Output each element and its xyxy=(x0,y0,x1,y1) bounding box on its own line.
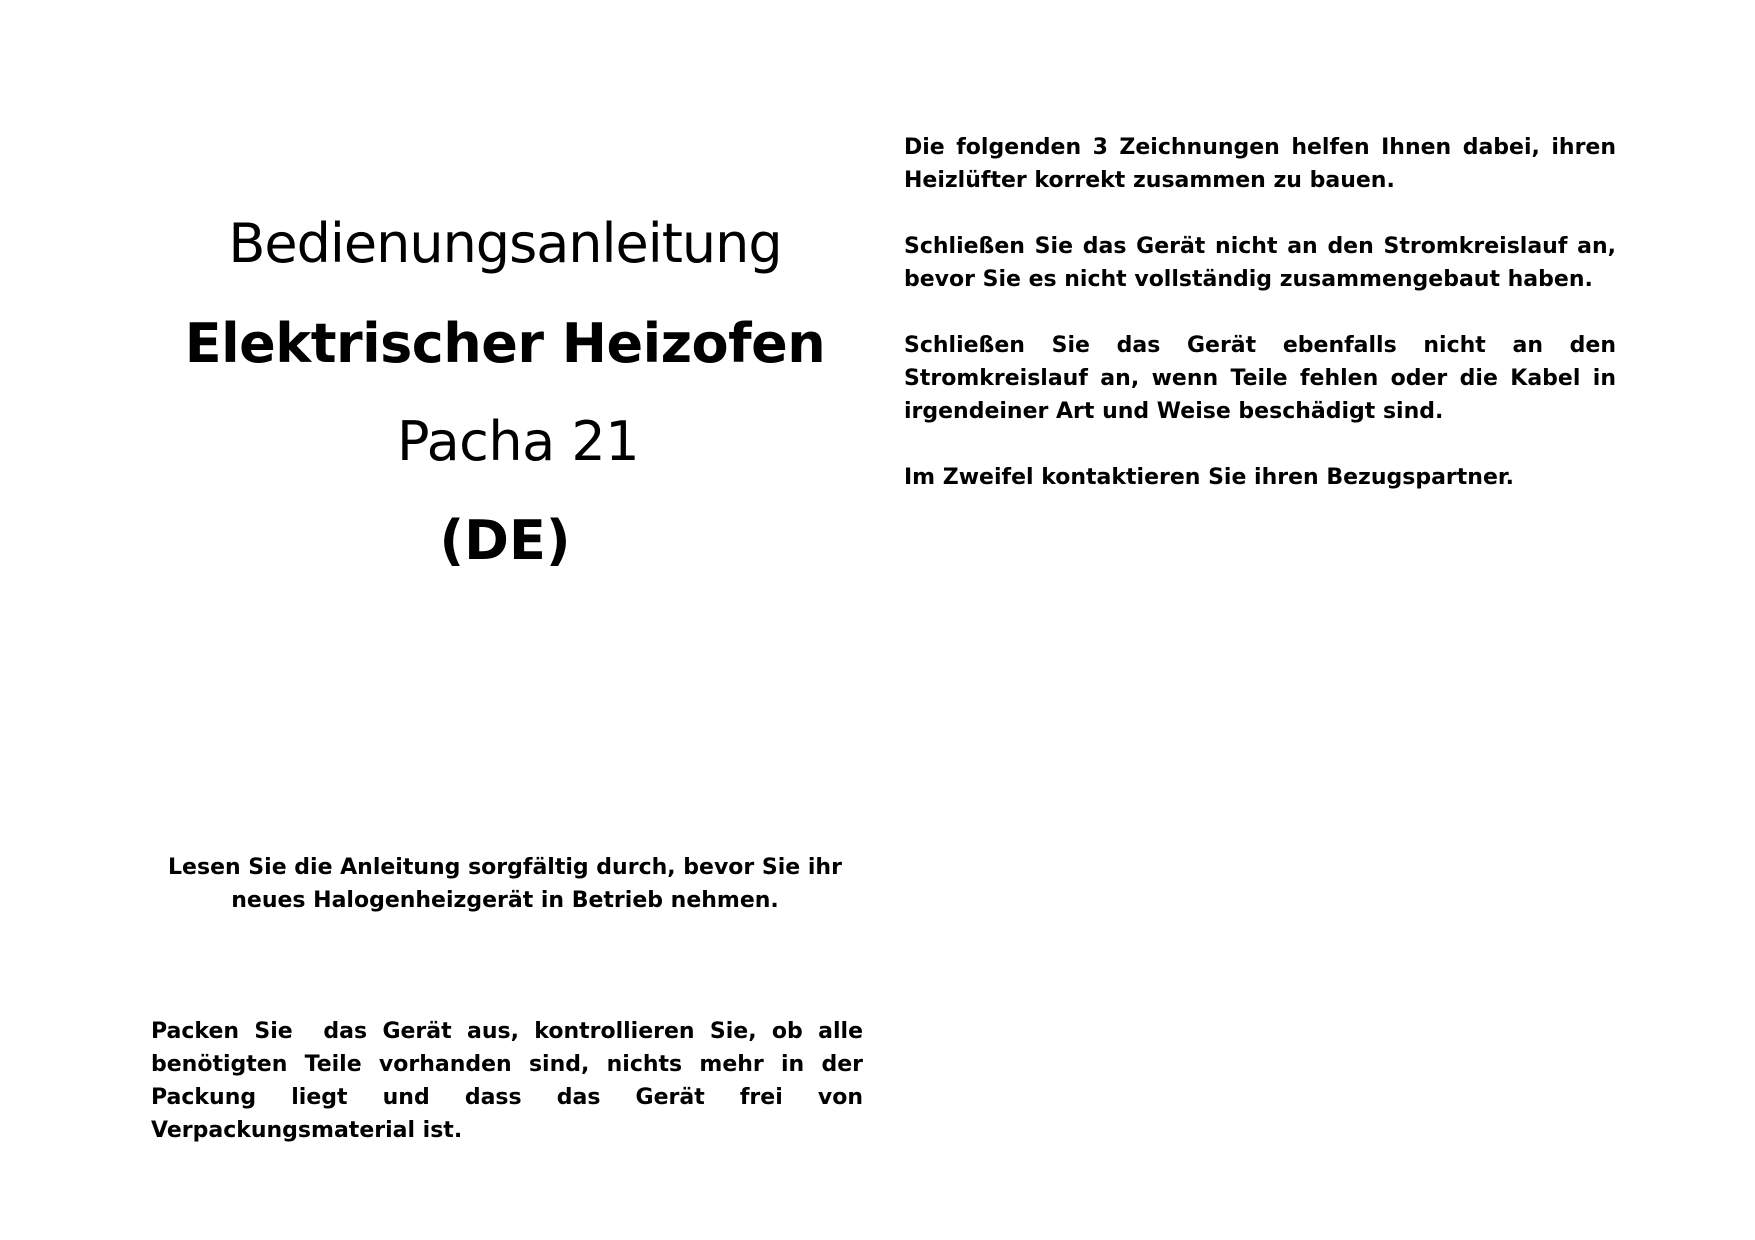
instruction-paragraph-assembly: Schließen Sie das Gerät nicht an den Stromkreislauf an, bevor Sie es nicht vollständig zusammengebaut haben. xyxy=(904,234,1616,292)
read-instructions-notice: Lesen Sie die Anleitung sorgfältig durch, bevor Sie ihr neues Halogenheizgerät in Betrieb nehmen. xyxy=(168,855,842,913)
instruction-paragraph-drawings: Die folgenden 3 Zeichnungen helfen Ihnen dabei, ihren Heizlüfter korrekt zusammen zu bauen. xyxy=(904,135,1616,193)
language-code: (DE) xyxy=(439,509,571,572)
document-title: Bedienungsanleitung xyxy=(228,212,782,275)
model-name: Pacha 21 xyxy=(396,410,640,473)
product-name: Elektrischer Heizofen xyxy=(184,312,826,375)
instructions-section xyxy=(904,131,1616,527)
instruction-paragraph-damage: Schließen Sie das Gerät ebenfalls nicht an den Stromkreislauf an, wenn Teile fehlen oder die Kabel in irgendeiner Art und Weise beschädigt sind. xyxy=(904,333,1616,424)
instruction-paragraph-contact: Im Zweifel kontaktieren Sie ihren Bezugspartner. xyxy=(904,465,1514,490)
unpack-paragraph: Packen Sie das Gerät aus, kontrollieren Sie, ob alle benötigten Teile vorhanden sind, nichts mehr in der Packung liegt und dass das Gerät frei von Verpackungsmaterial ist. xyxy=(151,1019,871,1143)
unpack-section xyxy=(151,1015,871,1147)
